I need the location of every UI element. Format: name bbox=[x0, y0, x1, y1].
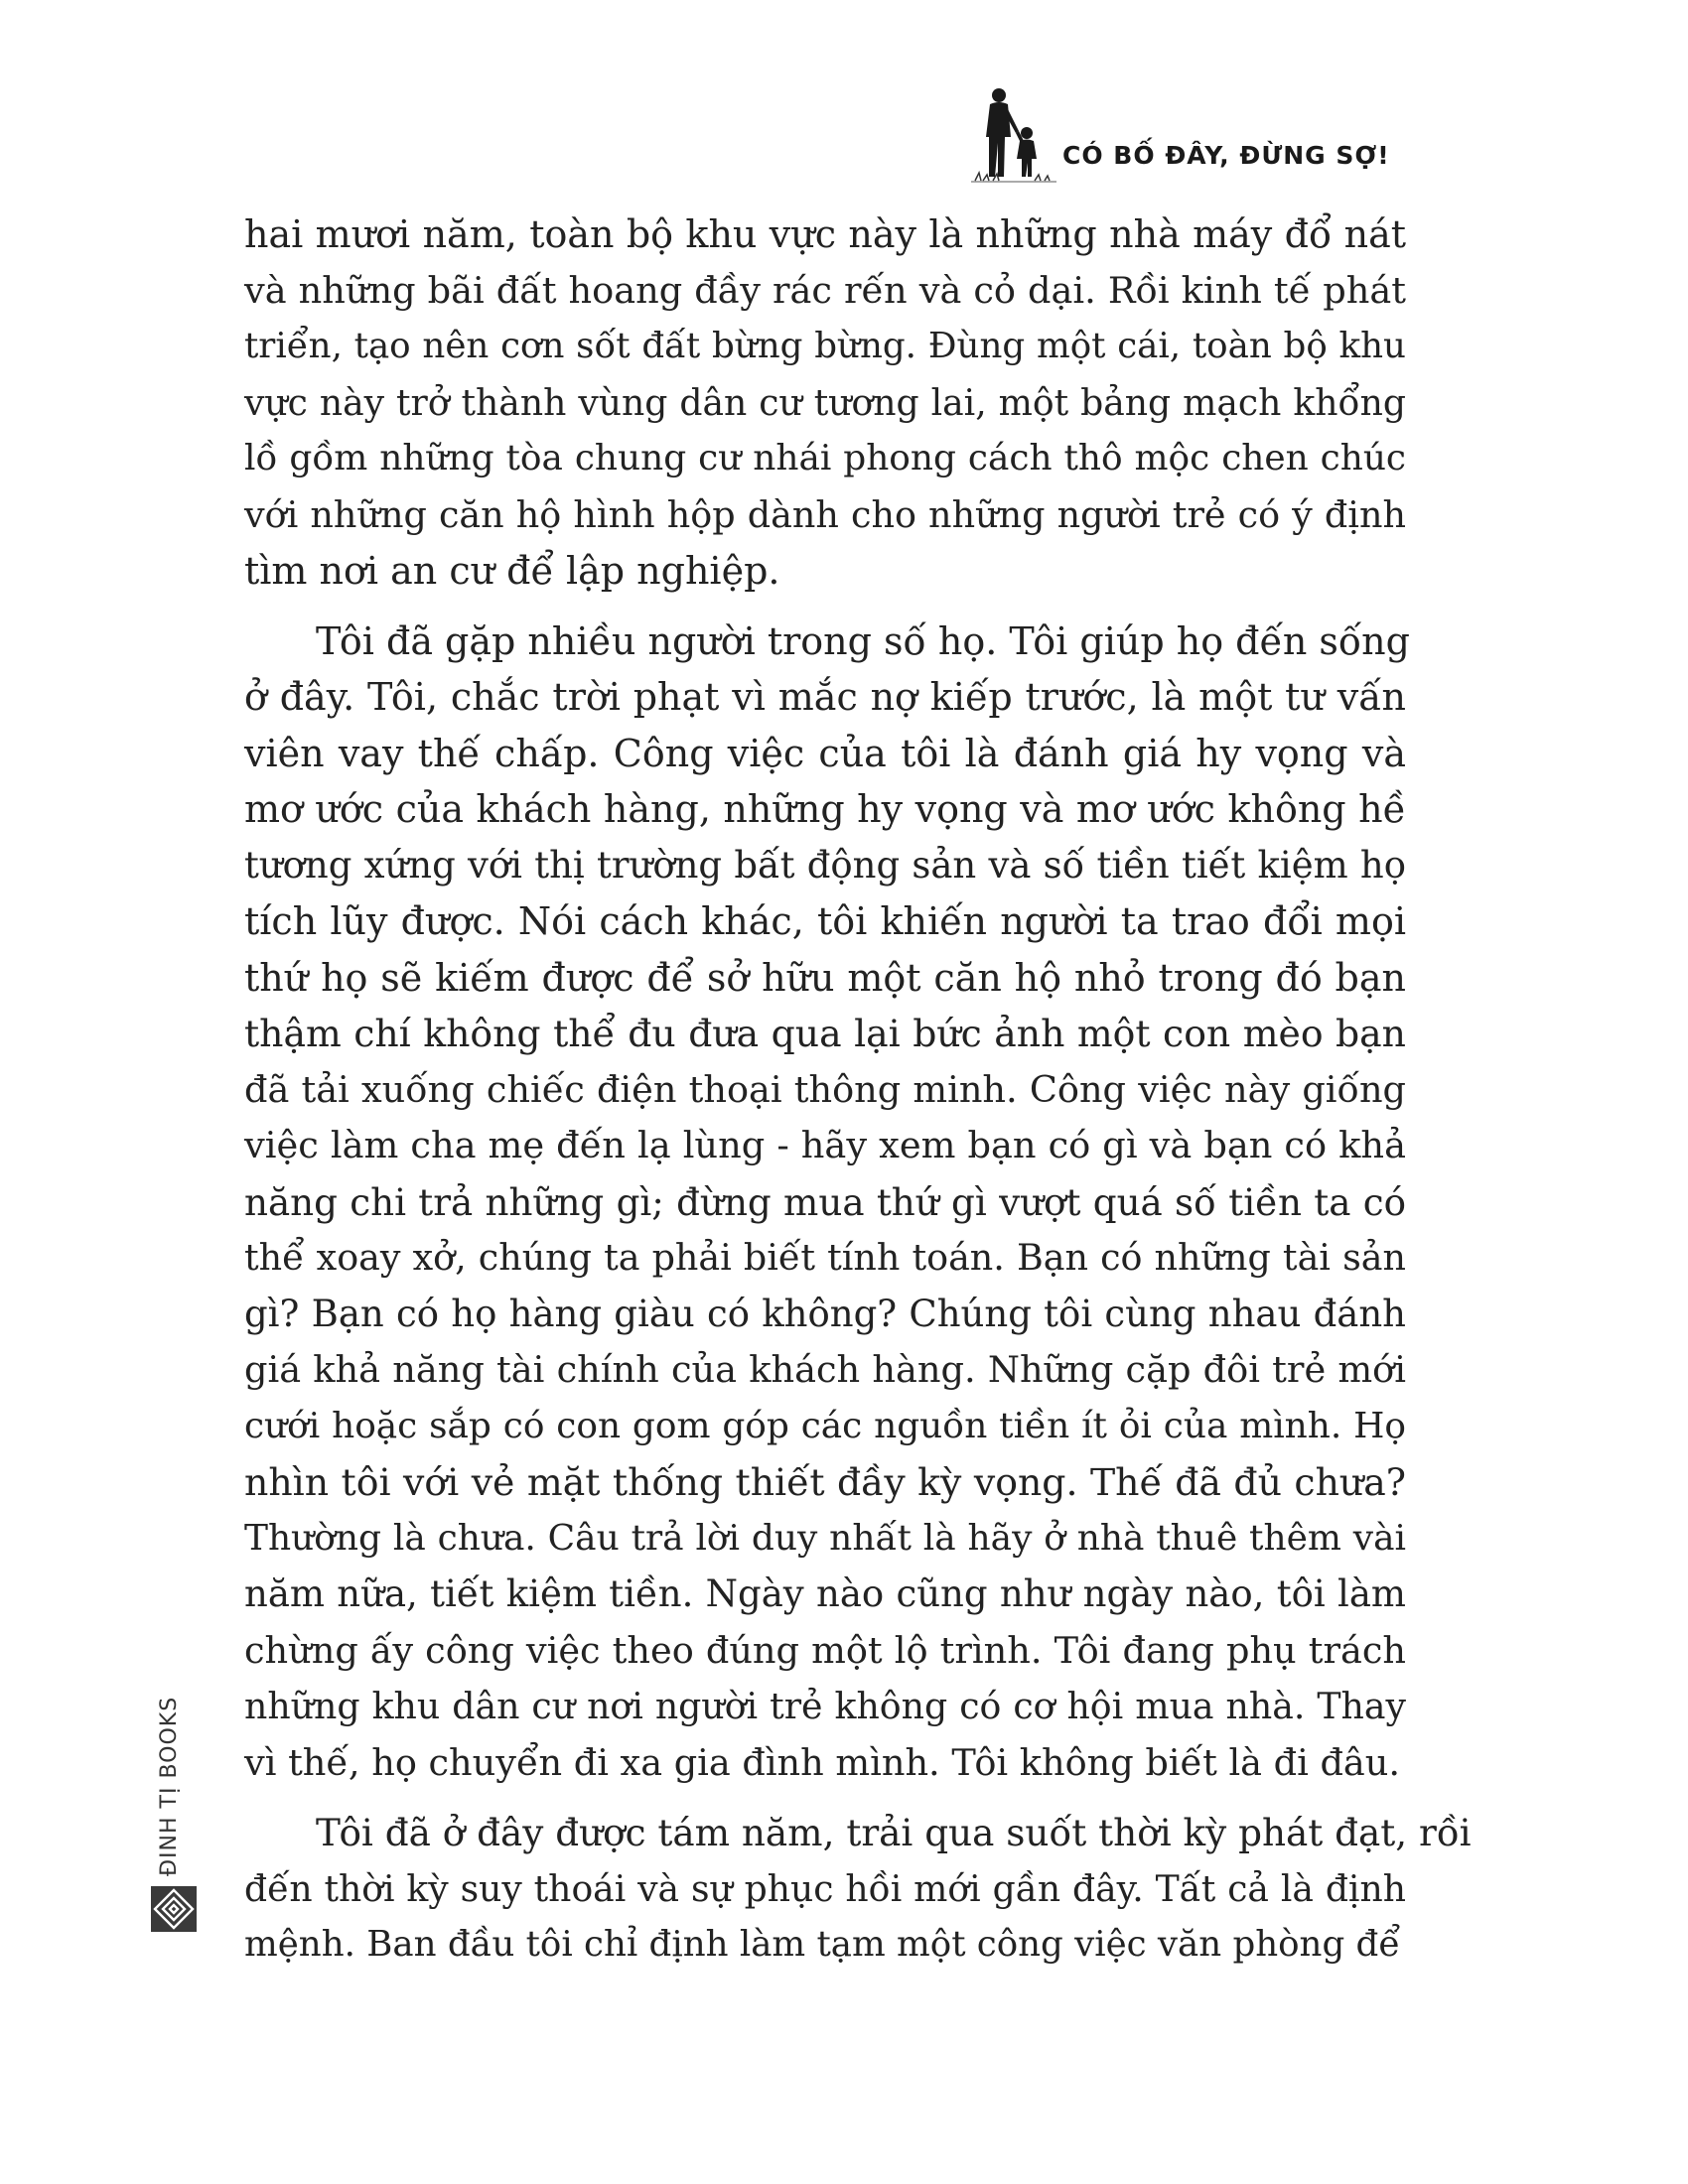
text-line: gì? Bạn có họ hàng giàu có không? Chúng tôi cùng nhau đánh bbox=[244, 1292, 1406, 1335]
text-line: vực này trở thành vùng dân cư tương lai, một bảng mạch khổng bbox=[244, 380, 1406, 424]
text-line: những khu dân cư nơi người trẻ không có cơ hội mua nhà. Thay bbox=[244, 1685, 1406, 1727]
text-line: mơ ước của khách hàng, những hy vọng và mơ ước không hề bbox=[244, 787, 1406, 831]
text-line: tương xứng với thị trường bất động sản và số tiền tiết kiệm họ bbox=[244, 843, 1406, 887]
text-line: và những bãi đất hoang đầy rác rến và cỏ dại. Rồi kinh tế phát bbox=[244, 268, 1406, 312]
text-line: vì thế, họ chuyển đi xa gia đình mình. Tôi không biết là đi đâu. bbox=[244, 1740, 1401, 1784]
text-line: thậm chí không thể đu đưa qua lại bức ảnh một con mèo bạn bbox=[244, 1012, 1406, 1055]
text-line: viên vay thế chấp. Công việc của tôi là đánh giá hy vọng và bbox=[244, 731, 1406, 775]
text-line: Tôi đã ở đây được tám năm, trải qua suốt thời kỳ phát đạt, rồi bbox=[316, 1811, 1472, 1854]
text-line: tích lũy được. Nói cách khác, tôi khiến người ta trao đổi mọi bbox=[244, 899, 1406, 943]
text-line: năm nữa, tiết kiệm tiền. Ngày nào cũng như ngày nào, tôi làm bbox=[244, 1572, 1406, 1615]
publisher-brand bbox=[151, 1638, 209, 1966]
paragraph bbox=[244, 206, 1406, 600]
text-line: tìm nơi an cư để lập nghiệp. bbox=[244, 549, 780, 593]
text-line: cưới hoặc sắp có con gom góp các nguồn tiền ít ỏi của mình. Họ bbox=[244, 1405, 1406, 1446]
text-line: ở đây. Tôi, chắc trời phạt vì mắc nợ kiếp trước, là một tư vấn bbox=[244, 675, 1406, 719]
book-title: CÓ BỐ ĐÂY, ĐỪNG SỢ! bbox=[1062, 141, 1390, 170]
text-line: mệnh. Ban đầu tôi chỉ định làm tạm một công việc văn phòng để bbox=[244, 1924, 1401, 1965]
text-line: với những căn hộ hình hộp dành cho những người trẻ có ý định bbox=[244, 492, 1406, 536]
running-header bbox=[971, 79, 1388, 189]
text-line: đến thời kỳ suy thoái và sự phục hồi mới gần đây. Tất cả là định bbox=[244, 1866, 1406, 1910]
text-line: thứ họ sẽ kiếm được để sở hữu một căn hộ nhỏ trong đó bạn bbox=[244, 955, 1406, 1000]
paragraph bbox=[244, 614, 1410, 1792]
paragraph bbox=[244, 1805, 1472, 1974]
text-line: năng chi trả những gì; đừng mua thứ gì vượt quá số tiền ta có bbox=[244, 1179, 1406, 1224]
text-line: việc làm cha mẹ đến lạ lùng - hãy xem bạn có gì và bạn có khả bbox=[244, 1124, 1406, 1166]
text-line: lồ gồm những tòa chung cư nhái phong cách thô mộc chen chúc bbox=[244, 438, 1406, 478]
text-line: giá khả năng tài chính của khách hàng. Những cặp đôi trẻ mới bbox=[244, 1348, 1406, 1391]
text-line: chừng ấy công việc theo đúng một lộ trình. Tôi đang phụ trách bbox=[244, 1628, 1406, 1672]
body-text bbox=[244, 206, 1472, 1974]
text-line: triển, tạo nên cơn sốt đất bừng bừng. Đùng một cái, toàn bộ khu bbox=[244, 326, 1406, 366]
father-child-silhouette-icon bbox=[971, 85, 1060, 185]
dinh-ti-diamond-logo-icon bbox=[151, 1886, 197, 1932]
text-line: nhìn tôi với vẻ mặt thống thiết đầy kỳ vọng. Thế đã đủ chưa? bbox=[244, 1460, 1406, 1504]
text-line: hai mươi năm, toàn bộ khu vực này là những nhà máy đổ nát bbox=[244, 212, 1406, 256]
text-line: Thường là chưa. Câu trả lời duy nhất là hãy ở nhà thuê thêm vài bbox=[244, 1517, 1406, 1559]
text-line: Tôi đã gặp nhiều người trong số họ. Tôi giúp họ đến sống bbox=[316, 618, 1410, 663]
text-line: đã tải xuống chiếc điện thoại thông minh. Công việc này giống bbox=[244, 1067, 1406, 1111]
publisher-name: ĐINH TỊ BOOKS bbox=[157, 1696, 182, 1876]
text-line: thể xoay xở, chúng ta phải biết tính toán. Bạn có những tài sản bbox=[244, 1236, 1406, 1279]
